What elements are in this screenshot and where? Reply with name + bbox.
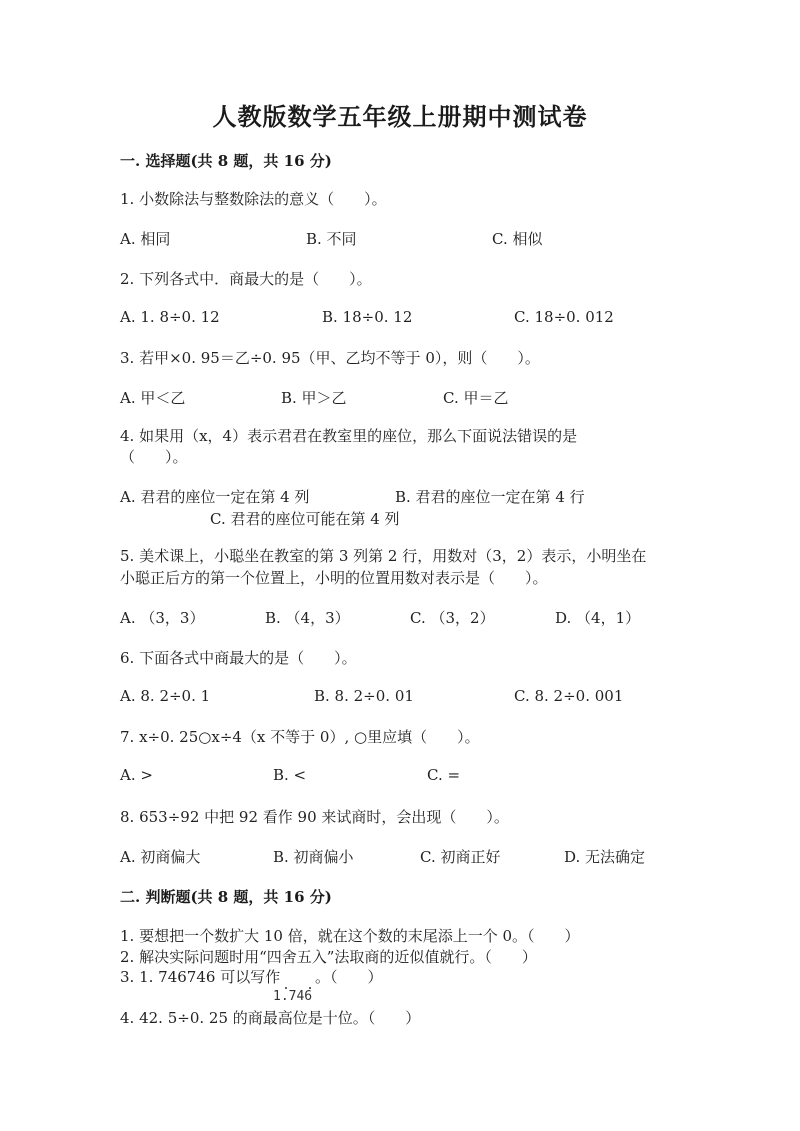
- q1-option-a: A. 相同: [120, 230, 171, 248]
- q6-option-a: A. 8. 2÷0. 1: [120, 687, 211, 705]
- question-5-line-1: 5. 美术课上，小聪坐在教室的第 3 列第 2 行，用数对（3，2）表示，小明坐在: [120, 547, 647, 565]
- q5-option-a: A. （3，3）: [120, 609, 205, 627]
- section-heading-judgment: 二. 判断题(共 8 题，共 16 分): [120, 888, 332, 906]
- question-7: 7. x÷0. 25○x÷4（x 不等于 0）, ○里应填（ ）。: [120, 728, 480, 746]
- q1-option-b: B. 不同: [306, 230, 357, 248]
- q5-option-c: C. （3，2）: [410, 609, 495, 627]
- q2-option-a: A. 1. 8÷0. 12: [120, 308, 220, 326]
- q4-option-b: B. 君君的座位一定在第 4 行: [395, 488, 585, 506]
- question-8: 8. 653÷92 中把 92 看作 90 来试商时，会出现（ ）。: [120, 808, 509, 826]
- q4-option-a: A. 君君的座位一定在第 4 列: [120, 488, 310, 506]
- question-4-line-1: 4. 如果用（x，4）表示君君在教室里的座位，那么下面说法错误的是: [120, 427, 578, 445]
- q3-option-a: A. 甲＜乙: [120, 389, 186, 407]
- q1-option-c: C. 相似: [492, 230, 543, 248]
- q4-option-c: C. 君君的座位可能在第 4 列: [210, 510, 400, 528]
- judgment-4: 4. 42. 5÷0. 25 的商最高位是十位。（ ）: [120, 1009, 421, 1027]
- page-title: 人教版数学五年级上册期中测试卷: [212, 102, 588, 131]
- q5-option-b: B. （4，3）: [265, 609, 350, 627]
- q6-option-c: C. 8. 2÷0. 001: [514, 687, 624, 705]
- section-heading-choice: 一. 选择题(共 8 题，共 16 分): [120, 152, 332, 170]
- q6-option-b: B. 8. 2÷0. 01: [314, 687, 414, 705]
- q2-option-c: C. 18÷0. 012: [514, 308, 614, 326]
- q7-option-b: B. <: [273, 766, 307, 784]
- q5-option-d: D. （4，1）: [555, 609, 641, 627]
- q8-option-a: A. 初商偏大: [120, 848, 201, 866]
- repeating-decimal-text: 1.746: [273, 989, 313, 1004]
- q7-option-a: A. >: [120, 766, 153, 784]
- judgment-3: 3. 1. 746746 可以写作 。（ ）: [120, 968, 383, 986]
- q8-option-b: B. 初商偏小: [273, 848, 354, 866]
- question-3: 3. 若甲×0. 95＝乙÷0. 95（甲、乙均不等于 0），则（ ）。: [120, 349, 540, 367]
- q3-option-c: C. 甲＝乙: [443, 389, 509, 407]
- q3-option-b: B. 甲＞乙: [281, 389, 347, 407]
- q8-option-d: D. 无法确定: [564, 848, 646, 866]
- question-4-line-2: （ ）。: [120, 448, 188, 466]
- judgment-2: 2. 解决实际问题时用“四舍五入”法取商的近似值就行。（ ）: [120, 948, 537, 966]
- question-2: 2. 下列各式中．商最大的是（ ）。: [120, 270, 372, 288]
- q2-option-b: B. 18÷0. 12: [322, 308, 413, 326]
- question-1: 1. 小数除法与整数除法的意义（ ）。: [120, 190, 387, 208]
- q7-option-c: C. =: [427, 766, 461, 784]
- question-6: 6. 下面各式中商最大的是（ ）。: [120, 649, 357, 667]
- q8-option-c: C. 初商正好: [420, 848, 501, 866]
- question-5-line-2: 小聪正后方的第一个位置上，小明的位置用数对表示是（ ）。: [120, 569, 548, 587]
- judgment-1: 1. 要想把一个数扩大 10 倍，就在这个数的末尾添上一个 0。（ ）: [120, 927, 580, 945]
